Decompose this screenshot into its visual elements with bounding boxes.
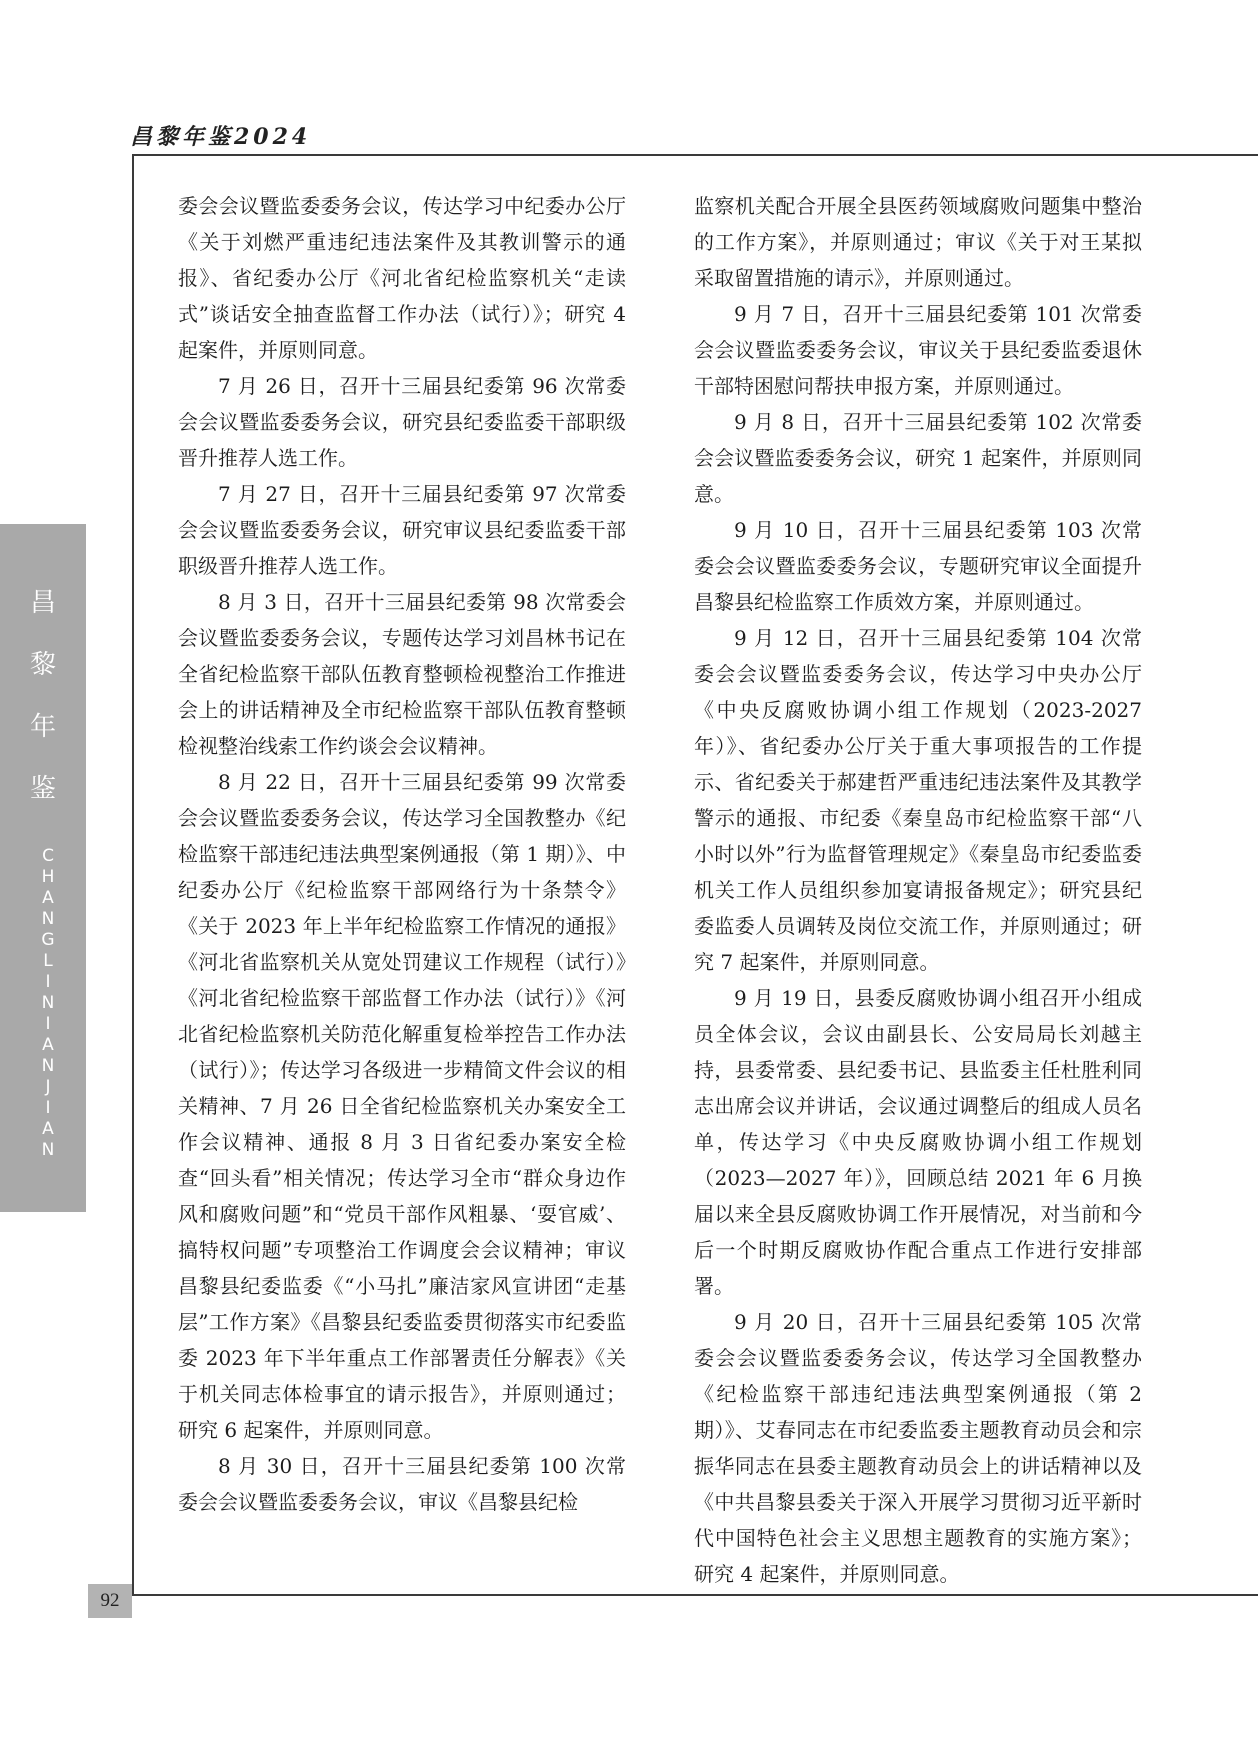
paragraph: 7 月 26 日，召开十三届县纪委第 96 次常委会会议暨监委委务会议，研究县纪委监委干部职级晋升推荐人选工作。 xyxy=(178,374,626,470)
paragraph: 9 月 20 日，召开十三届县纪委第 105 次常委会会议暨监委委务会议，传达学习全国教整办《纪检监察干部违纪违法典型案例通报（第 2 期）》、艾春同志在市纪委监委主题教育动员会和宗振华同志在县委主题教育动员会上的讲话精神以及《中共昌黎县委关于深入开展学习贯彻习近平新时代中国特色社会主义思想主题教育的实施方案》；研究 4 起案件，并原则同意。 xyxy=(694,1310,1142,1586)
paragraph: 8 月 22 日，召开十三届县纪委第 99 次常委会会议暨监委委务会议，传达学习全国教整办《纪检监察干部违纪违法典型案例通报（第 1 期）》、中纪委办公厅《纪检监察干部网络行为十条禁令》《关于 2023 年上半年纪检监察工作情况的通报》《河北省监察机关从宽处罚建议工作规程（试行）》《河北省纪检监察干部监督工作办法（试行）》《河北省纪检监察机关防范化解重复检举控告工作办法（试行）》；传达学习各级进一步精简文件会议的相关精神、7 月 26 日全省纪检监察机关办案安全工作会议精神、通报 8 月 3 日省纪委办案安全检查“回头看”相关情况；传达学习全市“群众身边作风和腐败问题”和“党员干部作风粗暴、‘耍官威’、搞特权问题”专项整治工作调度会会议精神；审议昌黎县纪委监委《“小马扎”廉洁家风宣讲团“走基层”工作方案》《昌黎县纪委监委贯彻落实市纪委监委 2023 年下半年重点工作部署责任分解表》《关于机关同志体检事宜的请示报告》，并原则通过；研究 6 起案件，并原则同意。 xyxy=(178,770,626,1442)
side-char: 黎 xyxy=(29,650,56,680)
side-char: 昌 xyxy=(29,588,56,618)
paragraph: 9 月 8 日，召开十三届县纪委第 102 次常委会会议暨监委委务会议，研究 1 起案件，并原则同意。 xyxy=(694,410,1142,506)
bottom-frame-rule xyxy=(132,1594,1258,1596)
paragraph: 8 月 30 日，召开十三届县纪委第 100 次常委会会议暨监委委务会议，审议《昌黎县纪检 xyxy=(178,1454,626,1514)
side-tab-pinyin: CHANGLINIANJIAN xyxy=(38,846,58,1161)
right-text-column xyxy=(694,188,1142,1592)
side-char: 鉴 xyxy=(29,774,56,804)
paragraph: 9 月 7 日，召开十三届县纪委第 101 次常委会会议暨监委委务会议，审议关于县纪委监委退休干部特困慰问帮扶申报方案，并原则通过。 xyxy=(694,302,1142,398)
left-text-column xyxy=(178,188,626,1520)
paragraph: 9 月 19 日，县委反腐败协调小组召开小组成员全体会议，会议由副县长、公安局局长刘越主持，县委常委、县纪委书记、县监委主任杜胜利同志出席会议并讲话，会议通过调整后的组成人员名单，传达学习《中央反腐败协调小组工作规划（2023—2027 年）》，回顾总结 2021 年 6 月换届以来全县反腐败协调工作开展情况，对当前和今后一个时期反腐败协作配合重点工作进行安排部署。 xyxy=(694,986,1142,1298)
paragraph: 8 月 3 日，召开十三届县纪委第 98 次常委会会议暨监委委务会议，专题传达学习刘昌林书记在全省纪检监察干部队伍教育整顿检视整治工作推进会上的讲话精神及全市纪检监察干部队伍教育整顿检视整治线索工作约谈会会议精神。 xyxy=(178,590,626,758)
paragraph: 9 月 12 日，召开十三届县纪委第 104 次常委会会议暨监委委务会议，传达学习中央办公厅《中央反腐败协调小组工作规划（2023-2027 年）》、省纪委办公厅关于重大事项报告的工作提示、省纪委关于郝建哲严重违纪违法案件及其教学警示的通报、市纪委《秦皇岛市纪检监察干部“八小时以外”行为监督管理规定》《秦皇岛市纪委监委机关工作人员组织参加宴请报备规定》；研究县纪委监委人员调转及岗位交流工作，并原则通过；研究 7 起案件，并原则同意。 xyxy=(694,626,1142,974)
running-header-title: 昌黎年鉴2024 xyxy=(130,124,312,150)
top-frame-rule xyxy=(132,154,1258,156)
page-number: 92 xyxy=(88,1584,132,1618)
side-thumb-tab xyxy=(0,524,86,1212)
paragraph: 监察机关配合开展全县医药领域腐败问题集中整治的工作方案》，并原则通过；审议《关于对王某拟采取留置措施的请示》，并原则通过。 xyxy=(694,194,1142,290)
left-frame-rule xyxy=(132,154,134,1594)
side-char: 年 xyxy=(29,712,56,742)
paragraph: 9 月 10 日，召开十三届县纪委第 103 次常委会会议暨监委委务会议，专题研究审议全面提升昌黎县纪检监察工作质效方案，并原则通过。 xyxy=(694,518,1142,614)
paragraph: 委会会议暨监委委务会议，传达学习中纪委办公厅《关于刘燃严重违纪违法案件及其教训警示的通报》、省纪委办公厅《河北省纪检监察机关“走读式”谈话安全抽查监督工作办法（试行）》；研究 4 起案件，并原则同意。 xyxy=(178,194,626,362)
side-tab-chinese-title xyxy=(0,582,86,830)
paragraph: 7 月 27 日，召开十三届县纪委第 97 次常委会会议暨监委委务会议，研究审议县纪委监委干部职级晋升推荐人选工作。 xyxy=(178,482,626,578)
